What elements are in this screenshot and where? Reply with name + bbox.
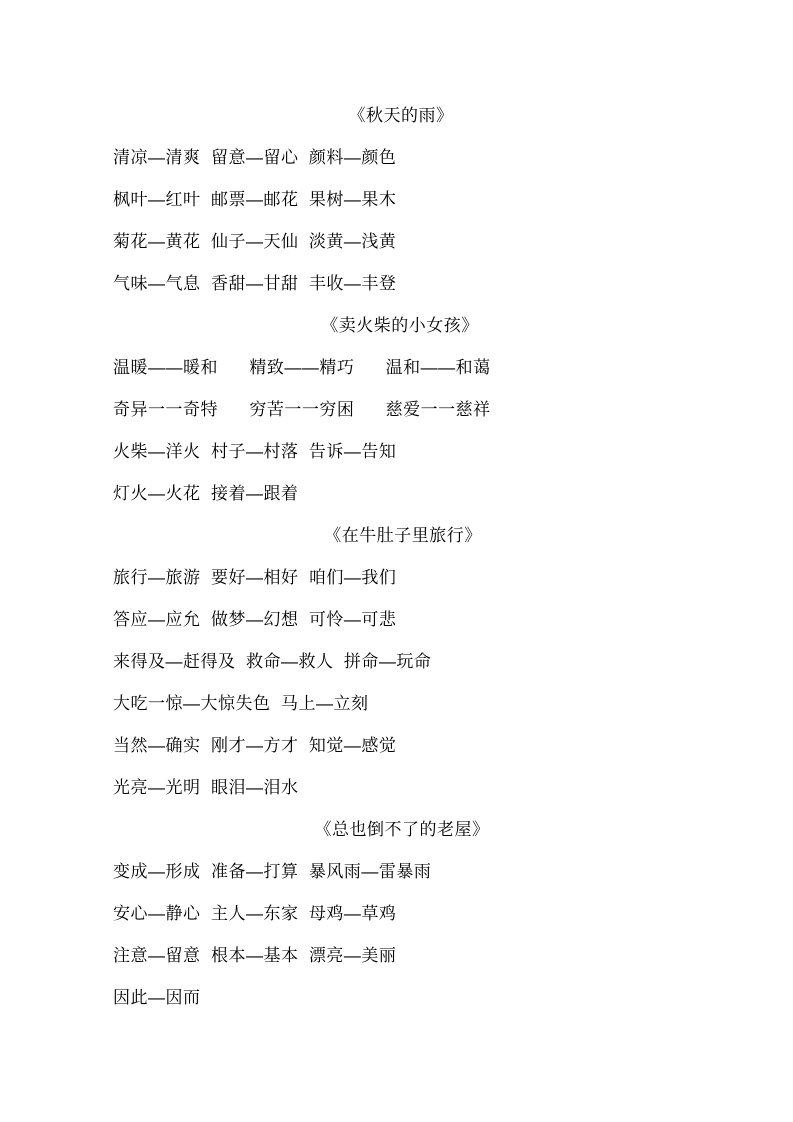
synonym-line: 光亮—光明 眼泪—泪水	[113, 778, 299, 797]
synonym-line: 来得及—赶得及 救命—救人 拼命—玩命	[113, 652, 432, 671]
synonym-line: 灯火—火花 接着—跟着	[113, 484, 299, 503]
synonym-line: 气味—气息 香甜—甘甜 丰收—丰登	[113, 274, 397, 293]
synonym-line: 注意—留意 根本—基本 漂亮—美丽	[113, 946, 397, 965]
document-body	[113, 95, 683, 1019]
section-title-1: 《秋天的雨》	[348, 106, 454, 125]
section-title-3: 《在牛肚子里旅行》	[324, 526, 482, 545]
synonym-line: 奇异一一奇特 穷苦一一穷困 慈爱一一慈祥	[113, 400, 491, 419]
synonym-line: 枫叶—红叶 邮票—邮花 果树—果木	[113, 190, 397, 209]
synonym-line: 清凉—清爽 留意—留心 颜料—颜色	[113, 148, 397, 167]
synonym-line: 大吃一惊—大惊失色 马上—立刻	[113, 694, 369, 713]
section-title-2: 《卖火柴的小女孩》	[321, 316, 479, 335]
synonym-line: 温暖——暖和 精致——精巧 温和——和蔼	[113, 358, 491, 377]
synonym-line: 安心—静心 主人—东家 母鸡—草鸡	[113, 904, 397, 923]
synonym-line: 答应—应允 做梦—幻想 可怜—可悲	[113, 610, 397, 629]
synonym-line: 当然—确实 刚才—方才 知觉—感觉	[113, 736, 397, 755]
synonym-line: 因此—因而	[113, 988, 201, 1007]
synonym-line: 菊花—黄花 仙子—天仙 淡黄—浅黄	[113, 232, 397, 251]
synonym-line: 变成—形成 准备—打算 暴风雨—雷暴雨	[113, 862, 432, 881]
synonym-line: 火柴—洋火 村子—村落 告诉—告知	[113, 442, 397, 461]
section-title-4: 《总也倒不了的老屋》	[314, 820, 490, 839]
synonym-line: 旅行—旅游 要好—相好 咱们—我们	[113, 568, 397, 587]
